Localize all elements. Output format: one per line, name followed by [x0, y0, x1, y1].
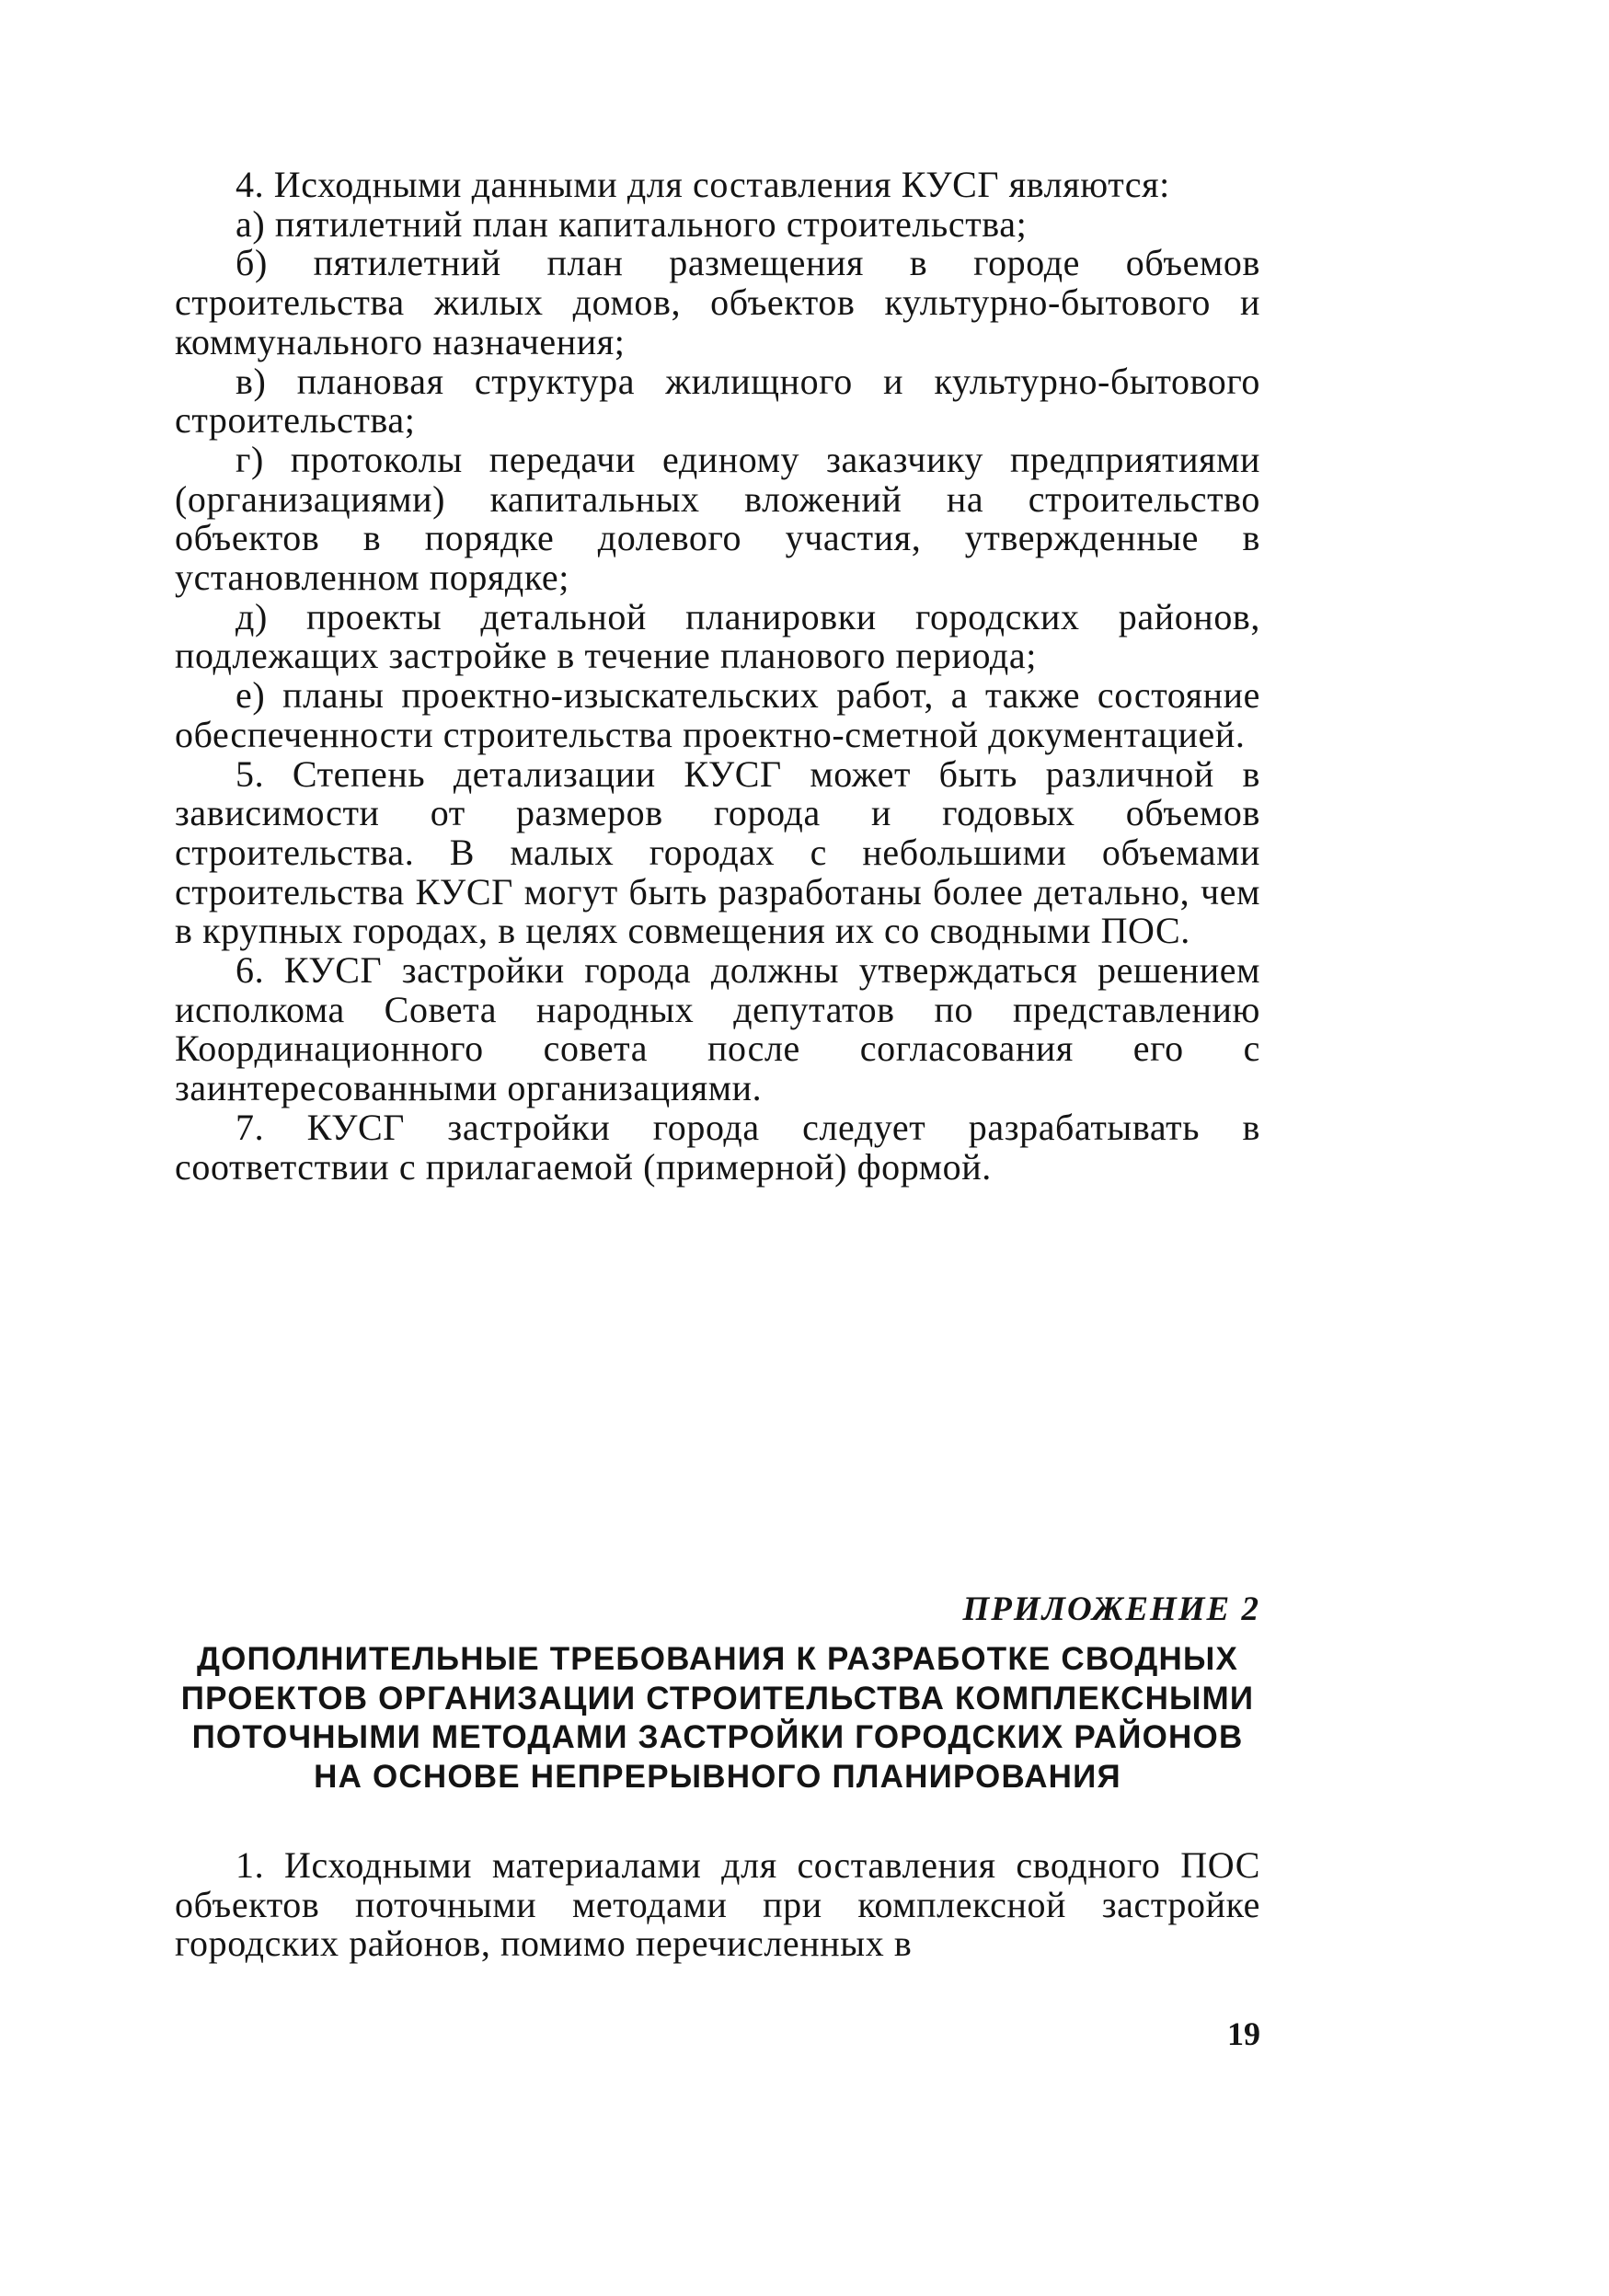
paragraph-6: 6. КУСГ застройки города должны утверждаться решением исполкома Совета народных депутатов по представлению Координационного совета после согласования его с заинтересованными организациями.: [175, 949, 1260, 1109]
appendix-title: ДОПОЛНИТЕЛЬНЫЕ ТРЕБОВАНИЯ К РАЗРАБОТКЕ СВОДНЫХ ПРОЕКТОВ ОРГАНИЗАЦИИ СТРОИТЕЛЬСТВА КОМПЛЕКСНЫМИ ПОТОЧНЫМИ МЕТОДАМИ ЗАСТРОЙКИ ГОРОДСКИХ РАЙОНОВ НА ОСНОВЕ НЕПРЕРЫВНОГО ПЛАНИРОВАНИЯ: [180, 1641, 1255, 1795]
list-item-b: б) пятилетний план размещения в городе объемов строительства жилых домов, объектов культурно-бытового и коммунального назначения;: [175, 242, 1260, 362]
page-number: 19: [1227, 2015, 1260, 2052]
paragraph-7: 7. КУСГ застройки города следует разрабатывать в соответствии с прилагаемой (примерной) формой.: [175, 1106, 1260, 1188]
paragraph-4: 4. Исходными данными для составления КУСГ являются:: [236, 164, 1170, 205]
appendix-body: [175, 1846, 1260, 1964]
appendix-paragraph-1: 1. Исходными материалами для составления сводного ПОС объектов поточными методами при комплексной застройке городских районов, помимо перечисленных в: [175, 1844, 1260, 1965]
appendix-label: ПРИЛОЖЕНИЕ 2: [962, 1590, 1260, 1628]
paragraph-5: 5. Степень детализации КУСГ может быть различной в зависимости от размеров города и годовых объемов строительства. В малых городах с небольшими объемами строительства КУСГ могут быть разработаны более детально, чем в крупных городах, в целях совмещения их со сводными ПОС.: [175, 752, 1260, 952]
list-item-v: в) плановая структура жилищного и культурно-бытового строительства;: [175, 360, 1260, 442]
list-item-g: г) протоколы передачи единому заказчику предприятиями (организациями) капитальных вложений на строительство объектов в порядке долевого участия, утвержденные в установленном порядке;: [175, 438, 1260, 599]
list-item-a: а) пятилетний план капитального строительства;: [236, 202, 1028, 245]
list-item-d: д) проекты детальной планировки городских районов, подлежащих застройке в течение планового периода;: [175, 595, 1260, 677]
list-item-e: е) планы проектно-изыскательских работ, а также состояние обеспеченности строительства проектно-сметной документацией.: [175, 674, 1260, 755]
main-text: [175, 166, 1260, 1187]
